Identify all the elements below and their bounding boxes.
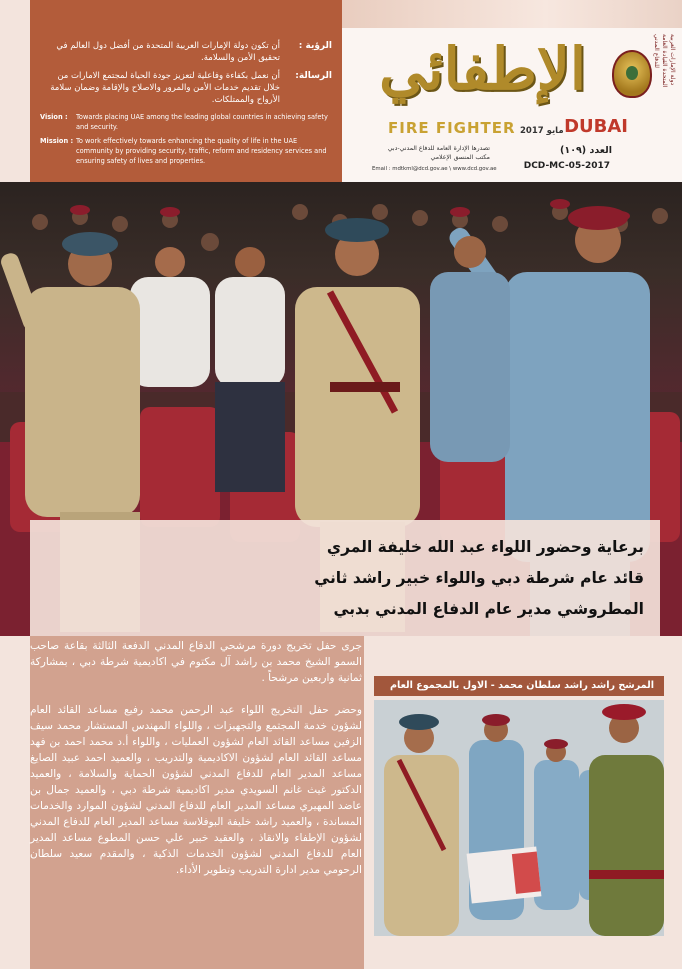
issue-code: DCD-MC-05-2017 bbox=[523, 161, 610, 171]
award-photo-illustration bbox=[374, 700, 664, 936]
publisher-line-2: مكتب المنسق الإعلامي bbox=[430, 154, 490, 161]
masthead-band bbox=[342, 0, 682, 28]
headline-box bbox=[30, 520, 660, 636]
headline-line-2: قائد عام شرطة دبي واللواء خبير راشد ثاني bbox=[314, 569, 644, 587]
vision-en-label: Vision : bbox=[40, 113, 68, 121]
headline-line-1: برعاية وحضور اللواء عبد الله خليفة المري bbox=[326, 538, 644, 556]
civil-defence-emblem-icon bbox=[612, 50, 652, 98]
contact-info: Email : mdtkml@dcd.gov.ae \ www.dcd.gov.ae bbox=[372, 166, 497, 172]
publisher-info bbox=[370, 144, 490, 162]
mission-en bbox=[40, 136, 332, 166]
vision-en bbox=[40, 112, 332, 132]
vision-ar bbox=[40, 40, 332, 64]
award-photo bbox=[374, 700, 664, 936]
vision-ar-text: أن تكون دولة الإمارات العربية المتحدة من أفضل دول العالم في تحقيق الأمن والسلامة. bbox=[56, 41, 280, 63]
masthead bbox=[342, 0, 682, 182]
publisher-line-1: تصدرها الإدارة العامة للدفاع المدني-دبي bbox=[387, 145, 490, 152]
headline-line-3: المطروشي مدير عام الدفاع المدني بدبي bbox=[333, 600, 644, 618]
article-body bbox=[30, 633, 362, 878]
article-paragraph-1: جرى حفل تخريج دورة مرشحي الدفاع المدني الدفعة الثالثة بقاعة صاحب السمو الشيخ محمد بن راشد آل مكتوم في اكاديمية شرطة دبي ، بمشاركة ثمانية واربعين مرشحاً . bbox=[30, 640, 362, 684]
mission-en-label: Mission : bbox=[40, 137, 74, 145]
photo-caption: المرشح راشد راشد سلطان محمد - الاول بالمجموع العام bbox=[374, 676, 664, 696]
vision-mission-box bbox=[30, 0, 342, 182]
magazine-title-en: FIRE FIGHTER bbox=[388, 119, 516, 137]
vision-en-text: Towards placing UAE among the leading global countries in achieving safety and security. bbox=[76, 113, 328, 131]
mission-ar-label: الرسالة: bbox=[295, 71, 332, 81]
mission-en-text: To work effectively towards enhancing the quality of life in the UAE community by providing security, traffic, reform and residency services and ensuring safety of lives and properties. bbox=[76, 137, 327, 165]
vision-ar-label: الرؤية : bbox=[298, 41, 332, 51]
issue-date: مايو 2017 bbox=[520, 126, 564, 136]
article-paragraph-2: وحضر حفل التخريج اللواء عبد الرحمن محمد رفيع مساعد القائد العام لشؤون خدمة المجتمع والتجهيزات ، واللواء المهندس المستشار محمد سيف الزفين مساعد القائد العام لشؤون العمليات ، واللواء أ.د محمد احمد بن فهد مساعد القائد العام لشؤون الاكاديمية والتدريب ، والعميد احمد عبيد الصايغ مساعد المدير العام للدفاع المدني لشؤون الحماية والسلامة ، والعميد الدكتور غيث غانم السويدي مدير اكاديمية شرطة دبي ، والعميد جمال بن عاضد المهيري مساعد المدير العام للدفاع المدني لشؤون الموارد والخدمات المساندة ، والعميد راشد خليفة البوفلاسة مساعد المدير العام للدفاع المدني لشؤون الإطفاء والانقاذ ، والعقيد خبير علي حسن المطوع مساعد المدير العام للدفاع المدني لشؤون الخدمات الذكية ، والمقدم سعيد سلطان الرحومي مدير ادارة التدريب وتطوير الأداء. bbox=[30, 704, 362, 876]
issue-number: العدد (١٠٩) bbox=[560, 145, 612, 156]
mission-ar bbox=[40, 70, 332, 106]
dubai-logo: DUBAI bbox=[564, 116, 628, 137]
emblem-center-icon bbox=[626, 66, 638, 80]
mission-ar-text: أن نعمل بكفاءة وفاعلية لتعزيز جودة الحياة لمجتمع الامارات من خلال تقديم خدمات الأمن والمرور والاصلاح والإقامة وضمان سلامة الأرواح والممتلكات. bbox=[50, 71, 280, 105]
magazine-title: الإطفائي bbox=[379, 35, 586, 103]
civil-defence-logo-text: دولة الإمارات العربية المتحدة القيادة العامة للدفاع المدني bbox=[653, 34, 676, 88]
